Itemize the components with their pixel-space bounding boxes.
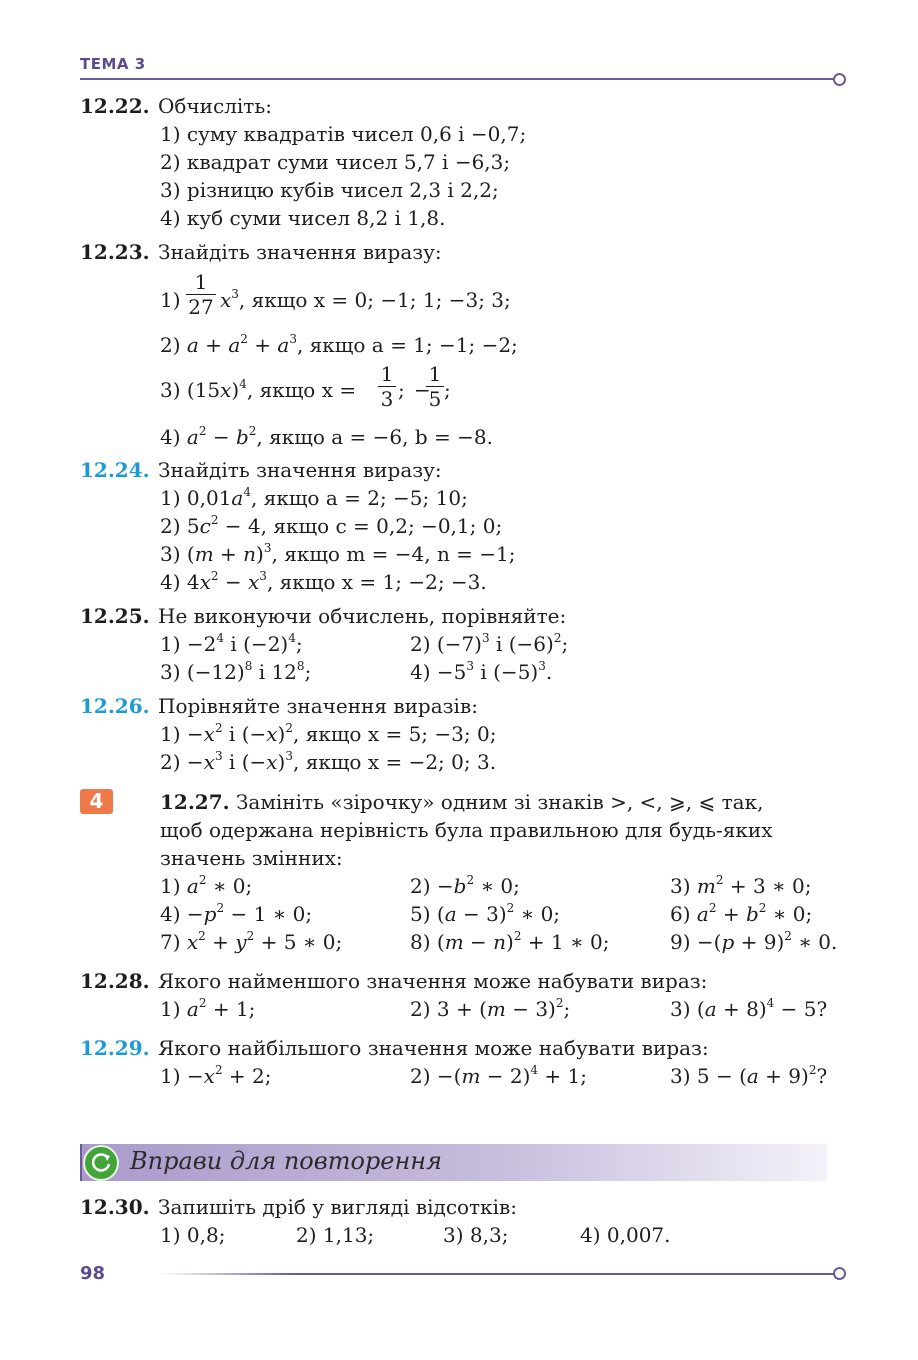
exponent: 2 — [808, 1063, 817, 1078]
variable: a — [231, 486, 244, 510]
fraction — [186, 271, 216, 318]
problem-number: 12.30. — [80, 1195, 150, 1219]
problem-item: 2) квадрат суми чисел 5,7 і −6,3; — [160, 150, 511, 174]
exponent: 3 — [214, 749, 223, 764]
variable: a — [444, 902, 457, 926]
problem-title: Замініть «зірочку» одним зі знаків >, <, ⩾, ⩽ так, — [235, 790, 764, 814]
problem-title: Запишіть дріб у вигляді відсотків: — [158, 1195, 518, 1219]
expression — [160, 722, 496, 746]
text: − — [463, 930, 494, 954]
condition: m = −4, n = −1; — [346, 542, 516, 566]
text: , якщо — [251, 486, 326, 510]
text: 2) 5 — [160, 514, 200, 538]
fraction — [426, 363, 444, 410]
text: 7) — [160, 930, 187, 954]
text: , якщо — [296, 333, 372, 357]
exponent: 3 — [231, 287, 239, 302]
exponent: 2 — [216, 901, 225, 916]
exponent: 2 — [198, 424, 207, 439]
text: , якщо — [292, 722, 368, 746]
problem-number: 12.29. — [80, 1036, 150, 1060]
text: 4) 4 — [160, 570, 200, 594]
header-rule — [80, 78, 835, 80]
expression — [670, 902, 812, 926]
exponent: 4 — [239, 377, 247, 392]
expression — [410, 874, 520, 898]
expression — [410, 902, 560, 926]
exponent: 4 — [530, 1063, 539, 1078]
text: + 9) — [758, 1064, 809, 1088]
variable: b — [453, 874, 467, 898]
variable: m — [486, 997, 506, 1021]
problem-title: Якого найбільшого значення може набувати вираз: — [158, 1036, 709, 1060]
expression — [160, 542, 516, 566]
problem-title: Порівняйте значення виразів: — [158, 694, 478, 718]
expression — [160, 514, 502, 538]
problem-number: 12.24. — [80, 458, 150, 482]
problem-title: Не виконуючи обчислень, порівняйте: — [158, 604, 567, 628]
expression — [160, 874, 252, 898]
variable: y — [235, 930, 247, 954]
problem-title: Обчисліть: — [158, 94, 272, 118]
expression — [160, 997, 255, 1021]
fraction-denominator: 27 — [188, 295, 214, 319]
expression — [670, 997, 827, 1021]
variable: a — [696, 902, 709, 926]
problem-number: 12.25. — [80, 604, 150, 628]
exponent: 2 — [198, 996, 207, 1011]
expression — [160, 660, 311, 684]
text: 4) − — [160, 902, 204, 926]
expression — [160, 902, 312, 926]
condition: x = 1; −2; −3. — [341, 570, 487, 594]
expression — [410, 632, 568, 656]
item-label: 2) — [160, 333, 187, 357]
text: − 4, якщо — [218, 514, 336, 538]
expression — [160, 750, 496, 774]
text: − 5? — [774, 997, 828, 1021]
exponent: 2 — [246, 929, 255, 944]
variable: m — [696, 874, 716, 898]
exponent: 3 — [538, 659, 546, 674]
problem-number: 12.22. — [80, 94, 150, 118]
problem-item: 4) 0,007. — [580, 1223, 671, 1247]
expression — [670, 874, 811, 898]
text: 3) 5 − ( — [670, 1064, 747, 1088]
text: ∗ 0; — [474, 874, 520, 898]
fraction-numerator: 1 — [380, 362, 394, 386]
problem-item: 4) куб суми чисел 8,2 і 1,8. — [160, 206, 446, 230]
exponent: 2 — [553, 631, 562, 646]
text: 3) ( — [670, 997, 705, 1021]
text: + 1; — [206, 997, 256, 1021]
text: 4) −5 — [410, 660, 467, 684]
text: ∗ 0; — [514, 902, 561, 926]
variable: x — [266, 750, 278, 774]
condition: a = 1; −1; −2; — [371, 333, 518, 357]
exponent: 2 — [555, 996, 564, 1011]
exponent: 2 — [210, 513, 219, 528]
variable: x — [248, 570, 260, 594]
problem-item: 2) 1,13; — [296, 1223, 375, 1247]
variable: m — [194, 542, 214, 566]
text: ∗ 0; — [206, 874, 253, 898]
expression — [160, 1064, 272, 1088]
variable: a — [186, 997, 199, 1021]
expression — [160, 632, 303, 656]
expression — [160, 425, 493, 449]
text: − 3) — [456, 902, 507, 926]
footer-rule-end-circle — [833, 1267, 846, 1280]
exponent: 2 — [240, 332, 248, 347]
fraction-numerator: 1 — [194, 270, 208, 294]
exponent: 2 — [466, 873, 475, 888]
exponent: 8 — [296, 659, 305, 674]
text: 3) ( — [160, 542, 195, 566]
separator: ; — [444, 378, 451, 402]
exponent: 2 — [248, 424, 257, 439]
exponent: 3 — [285, 749, 293, 764]
variable: p — [721, 930, 735, 954]
text: 9) −( — [670, 930, 722, 954]
text: 6) — [670, 902, 697, 926]
text: , якщо — [266, 570, 342, 594]
condition: x = −2; 0; 3. — [367, 750, 497, 774]
text: 8) ( — [410, 930, 445, 954]
problem-number — [160, 790, 763, 814]
text: 2) 3 + ( — [410, 997, 487, 1021]
condition: x = — [321, 378, 357, 402]
exponent: 2 — [214, 721, 223, 736]
text: + 5 ∗ 0; — [254, 930, 343, 954]
text: + — [205, 930, 236, 954]
text: + — [716, 902, 746, 926]
text: і (−5) — [474, 660, 539, 684]
exponent: 2 — [198, 929, 206, 944]
exponent: 4 — [243, 485, 251, 500]
exponent: 2 — [513, 929, 522, 944]
expression — [160, 378, 356, 402]
exponent: 2 — [198, 873, 207, 888]
text: ∗ 0; — [766, 902, 813, 926]
text: + 3 ∗ 0; — [723, 874, 812, 898]
separator: ; — [398, 378, 405, 402]
variable: m — [444, 930, 464, 954]
exponent: 2 — [758, 901, 767, 916]
variable: x — [203, 750, 215, 774]
variable: x — [220, 288, 232, 312]
variable: x — [220, 378, 232, 402]
text: + 8) — [716, 997, 767, 1021]
expression — [220, 288, 511, 312]
text: 1) — [160, 997, 187, 1021]
variable: a — [277, 333, 290, 357]
text: , якщо — [271, 542, 347, 566]
exponent: 3 — [263, 541, 272, 556]
text: і (− — [222, 750, 267, 774]
variable: x — [266, 722, 278, 746]
text: ) — [506, 930, 514, 954]
item-label: 4) — [160, 425, 187, 449]
problem-text: значень змінних: — [160, 846, 343, 870]
text: 1) −2 — [160, 632, 217, 656]
problem-item: 3) різницю кубів чисел 2,3 і 2,2; — [160, 178, 499, 202]
problem-number: 12.26. — [80, 694, 150, 718]
text: і 12 — [252, 660, 297, 684]
text: − 2) — [480, 1064, 531, 1088]
variable: x — [199, 570, 211, 594]
expression — [410, 997, 570, 1021]
text: ∗ 0. — [791, 930, 838, 954]
text: , якщо — [246, 378, 322, 402]
variable: a — [186, 874, 199, 898]
text: 5) ( — [410, 902, 445, 926]
condition: a = −6, b = −8. — [331, 425, 493, 449]
item-label: 3) (15 — [160, 378, 221, 402]
variable: x — [203, 1064, 215, 1088]
variable: a — [704, 997, 717, 1021]
text: 3) (−12) — [160, 660, 245, 684]
text: 2) − — [160, 750, 204, 774]
exponent: 2 — [784, 929, 792, 944]
problem-number-text: 12.27. — [160, 790, 230, 814]
condition: x = 5; −3; 0; — [367, 722, 497, 746]
paren: ) — [231, 378, 240, 402]
exponent: 3 — [289, 332, 297, 347]
op: − — [218, 570, 249, 594]
variable: m — [461, 1064, 481, 1088]
text: . — [545, 660, 553, 684]
topic-header: ТЕМА 3 — [80, 55, 146, 73]
variable: a — [746, 1064, 759, 1088]
text: + 9) — [734, 930, 785, 954]
exponent: 2 — [285, 721, 293, 736]
exponent: 4 — [216, 631, 225, 646]
expression — [410, 1064, 587, 1088]
expression — [410, 660, 552, 684]
difficulty-badge: 4 — [80, 789, 113, 814]
text: і (−2) — [224, 632, 289, 656]
problem-number: 12.28. — [80, 969, 150, 993]
expression — [410, 930, 609, 954]
op: − — [206, 425, 236, 449]
text: , якщо — [238, 288, 314, 312]
text: + 1 ∗ 0; — [521, 930, 610, 954]
problem-item: 1) 0,8; — [160, 1223, 226, 1247]
expression — [160, 570, 487, 594]
exponent: 8 — [244, 659, 253, 674]
variable: b — [745, 902, 759, 926]
text: − 3) — [505, 997, 556, 1021]
expression — [160, 333, 518, 357]
exponent: 2 — [506, 901, 515, 916]
paren: ) — [277, 722, 286, 746]
condition: a = 2; −5; 10; — [325, 486, 468, 510]
text: ; — [295, 632, 303, 656]
problem-number: 12.23. — [80, 240, 150, 264]
exponent: 2 — [214, 1063, 223, 1078]
page-number: 98 — [80, 1263, 106, 1284]
fraction-denominator: 5 — [428, 387, 442, 411]
problem-title: Знайдіть значення виразу: — [158, 458, 442, 482]
variable: c — [199, 514, 211, 538]
op: + — [198, 333, 229, 357]
fraction — [378, 363, 396, 410]
text: ; — [563, 997, 571, 1021]
problem-title: Знайдіть значення виразу: — [158, 240, 442, 264]
text: ; — [561, 632, 569, 656]
text: і (− — [222, 722, 267, 746]
text: 3) — [670, 874, 697, 898]
variable: p — [203, 902, 217, 926]
problem-item: 1) суму квадратів чисел 0,6 і −0,7; — [160, 122, 527, 146]
text: − 1 ∗ 0; — [224, 902, 313, 926]
exponent: 2 — [708, 901, 717, 916]
op: + — [247, 333, 278, 357]
text: 1) − — [160, 722, 204, 746]
text: , якщо — [256, 425, 332, 449]
variable: b — [235, 425, 249, 449]
variable: x — [186, 930, 199, 954]
refresh-icon-graphic — [85, 1147, 117, 1179]
paren: ) — [277, 750, 286, 774]
exponent: 3 — [259, 569, 267, 584]
item-label: 1) — [160, 288, 181, 312]
problem-text: щоб одержана нерівність була правильною для будь-яких — [160, 818, 773, 842]
text: ; — [304, 660, 312, 684]
text: 2) − — [410, 874, 454, 898]
expression — [670, 930, 837, 954]
refresh-icon — [83, 1145, 119, 1181]
text: 2) (−7) — [410, 632, 482, 656]
exponent: 4 — [766, 996, 775, 1011]
problem-title: Якого найменшого значення може набувати вираз: — [158, 969, 708, 993]
footer-rule — [160, 1273, 835, 1275]
variable: n — [493, 930, 507, 954]
minus-sign: − — [414, 378, 431, 402]
fraction-numerator: 1 — [428, 362, 442, 386]
text: і (−6) — [489, 632, 554, 656]
text: 2) −( — [410, 1064, 462, 1088]
variable: n — [243, 542, 257, 566]
expression — [160, 930, 342, 954]
exponent: 2 — [715, 873, 724, 888]
text: + 2; — [222, 1064, 272, 1088]
problem-item: 3) 8,3; — [443, 1223, 509, 1247]
text: + 1; — [538, 1064, 587, 1088]
expression — [670, 1064, 827, 1088]
exponent: 2 — [210, 569, 219, 584]
exponent: 3 — [481, 631, 490, 646]
section-title: Вправи для повторення — [130, 1147, 442, 1175]
exponent: 3 — [466, 659, 475, 674]
variable: a — [228, 333, 241, 357]
expression — [160, 486, 468, 510]
text: , якщо — [292, 750, 368, 774]
fraction-denominator: 3 — [380, 387, 394, 411]
text: 1) − — [160, 1064, 204, 1088]
condition: x = 0; −1; 1; −3; 3; — [313, 288, 511, 312]
paren: ) — [256, 542, 264, 566]
exponent: 4 — [288, 631, 296, 646]
variable: a — [186, 425, 199, 449]
condition: c = 0,2; −0,1; 0; — [335, 514, 503, 538]
header-rule-end-circle — [833, 73, 846, 86]
variable: a — [186, 333, 199, 357]
text: ? — [816, 1064, 828, 1088]
variable: x — [203, 722, 215, 746]
op: + — [213, 542, 244, 566]
text: 1) 0,01 — [160, 486, 232, 510]
text: 1) — [160, 874, 187, 898]
